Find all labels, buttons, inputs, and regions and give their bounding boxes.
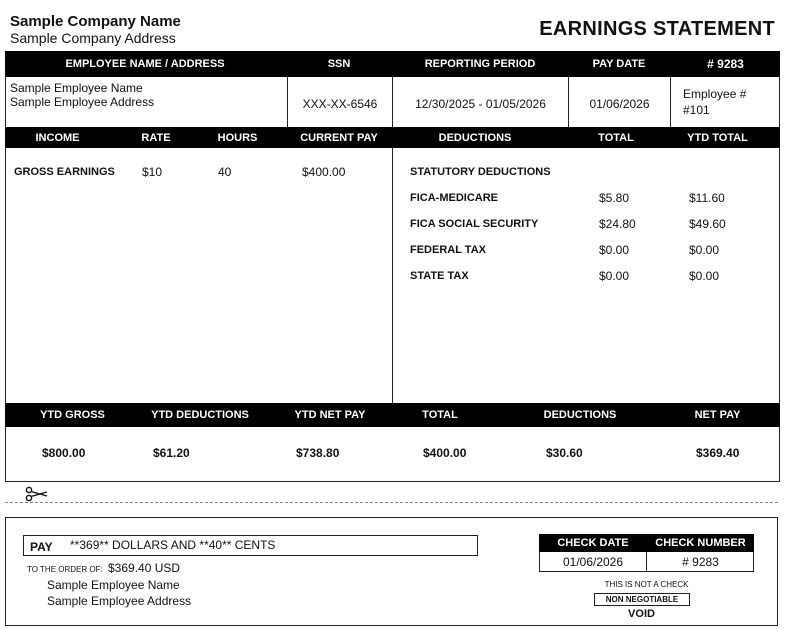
total-value: $400.00: [423, 446, 467, 460]
amount-in-words: **369** DOLLARS AND **40** CENTS: [70, 538, 276, 552]
check-amount: $369.40 USD: [108, 561, 181, 575]
divider: [670, 77, 671, 127]
deduction-ytd: $0.00: [689, 269, 720, 283]
statement-title: EARNINGS STATEMENT: [539, 18, 775, 40]
pay-date: 01/06/2026: [589, 97, 650, 111]
header-pay-date: PAY DATE: [592, 58, 646, 70]
payee-name: Sample Employee Name: [47, 578, 180, 592]
deductions-value: $30.60: [546, 446, 583, 460]
divider: [392, 148, 393, 403]
income-label: GROSS EARNINGS: [14, 166, 115, 178]
header-ssn: SSN: [327, 58, 351, 70]
pay-label: PAY: [30, 540, 53, 554]
check-number-label: CHECK NUMBER: [655, 537, 746, 549]
header-period: REPORTING PERIOD: [424, 58, 536, 70]
deduction-label: FICA SOCIAL SECURITY: [410, 218, 539, 230]
deduction-label: FEDERAL TAX: [410, 244, 486, 256]
income-hours: 40: [218, 165, 232, 179]
scissors-icon: [25, 486, 49, 507]
employee-number: #101: [683, 103, 710, 117]
header-ytd-gross: YTD GROSS: [40, 409, 105, 421]
header-total: TOTAL: [598, 132, 634, 144]
not-a-check-text: THIS IS NOT A CHECK: [604, 580, 689, 589]
deductions-section-title: STATUTORY DEDUCTIONS: [410, 166, 551, 178]
header-summary-deductions: DEDUCTIONS: [543, 409, 617, 421]
company-address: Sample Company Address: [10, 30, 176, 46]
employee-address: Sample Employee Address: [10, 95, 155, 109]
income-deductions-header-bar: [5, 127, 780, 148]
deduction-ytd: $11.60: [689, 191, 725, 205]
header-ytd-deductions: YTD DEDUCTIONS: [151, 409, 249, 421]
deduction-label: STATE TAX: [410, 270, 469, 282]
deduction-total: $0.00: [599, 243, 630, 257]
header-ytd-total: YTD TOTAL: [687, 132, 748, 144]
non-negotiable-badge: NON NEGOTIABLE: [594, 593, 690, 606]
employee-number-label: Employee #: [683, 87, 747, 101]
company-name: Sample Company Name: [10, 13, 181, 30]
header-current-pay: CURRENT PAY: [300, 132, 378, 144]
employee-header-bar: [5, 51, 780, 77]
income-current-pay: $400.00: [302, 165, 346, 179]
header-check-no: # 9283: [707, 57, 744, 71]
check-date-value: 01/06/2026: [562, 555, 624, 569]
header-summary-total: TOTAL: [422, 409, 458, 421]
header-name-address: EMPLOYEE NAME / ADDRESS: [65, 58, 225, 70]
summary-header-bar: [5, 403, 780, 427]
header-rate: RATE: [141, 132, 171, 144]
header-ytd-net-pay: YTD NET PAY: [294, 409, 366, 421]
ytd-gross-value: $800.00: [42, 446, 86, 460]
payee-address: Sample Employee Address: [47, 594, 192, 608]
employee-name: Sample Employee Name: [10, 81, 143, 95]
employee-ssn: XXX-XX-6546: [302, 97, 378, 111]
deduction-ytd: $0.00: [689, 243, 720, 257]
check-date-label: CHECK DATE: [557, 537, 629, 549]
ytd-deductions-value: $61.20: [153, 446, 190, 460]
void-text: VOID: [628, 608, 655, 620]
header-deductions: DEDUCTIONS: [438, 132, 512, 144]
cut-line: [5, 502, 778, 503]
deduction-label: FICA-MEDICARE: [410, 192, 498, 204]
header-hours: HOURS: [217, 132, 258, 144]
check-number-value: # 9283: [682, 555, 719, 569]
header-net-pay: NET PAY: [694, 409, 741, 421]
deduction-total: $0.00: [599, 269, 630, 283]
deduction-total: $24.80: [599, 217, 636, 231]
deduction-ytd: $49.60: [689, 217, 726, 231]
income-rate: $10: [142, 165, 163, 179]
ytd-net-pay-value: $738.80: [296, 446, 340, 460]
order-of-label: TO THE ORDER OF:: [27, 565, 103, 574]
deduction-total: $5.80: [599, 191, 630, 205]
header-income: INCOME: [35, 132, 80, 144]
reporting-period: 12/30/2025 - 01/05/2026: [415, 97, 546, 111]
net-pay-value: $369.40: [696, 446, 740, 460]
